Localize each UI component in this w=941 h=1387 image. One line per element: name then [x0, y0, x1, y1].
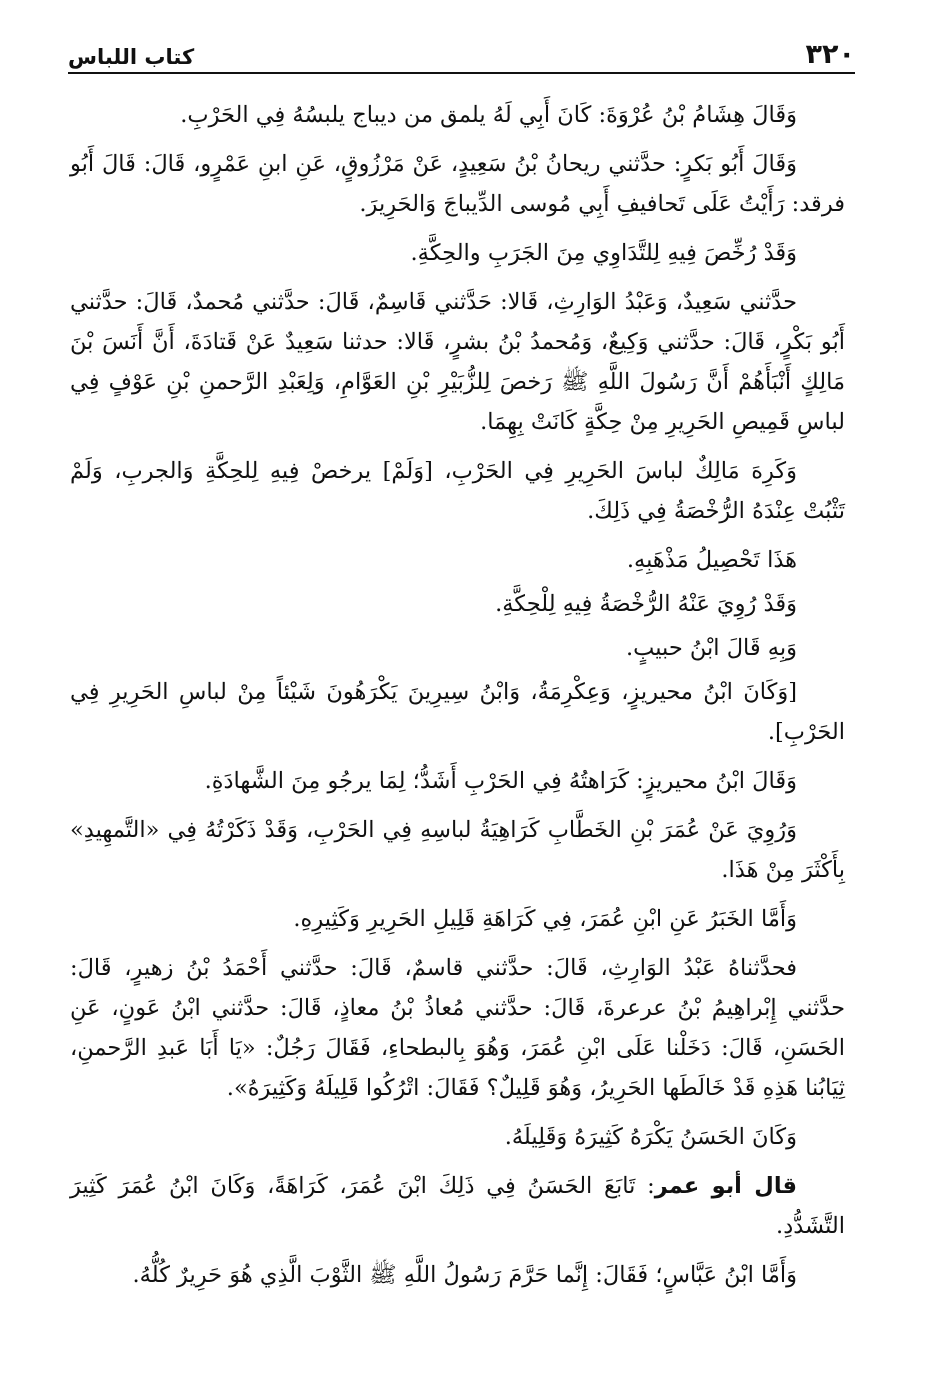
paragraph: وَقَالَ ابْنُ محيريزٍ: كَرَاهتُهُ فِي الحَرْبِ أَشَدُّ؛ لِمَا يرجُو مِنَ الشَّهادَةِ.	[204, 768, 797, 794]
running-header	[68, 28, 855, 74]
paragraph: وَرُوِيَ عَنْ عُمَرَ بْنِ الخَطَّابِ كَرَاهِيَةُ لباسِهِ فِي الحَرْبِ، وَقَدْ ذَكَرْتُهُ فِي «التَّمهِيدِ» بِأَكْثَرَ مِنْ هَذَا.	[70, 817, 845, 883]
body-text	[70, 95, 845, 1304]
paragraph: وَكَانَ الحَسَنُ يَكْرَهُ كَثِيرَهُ وَقَلِيلَهُ.	[504, 1124, 797, 1150]
paragraph: وَكَرِهَ مَالِكٌ لباسَ الحَرِيرِ فِي الحَرْبِ، [وَلَمْ] يرخصْ فِيهِ لِلحِكَّةِ وَالجربِ، وَلَمْ تَثْبُتْ عِنْدَهُ الرُّخْصَةُ فِي ذَلِكَ.	[70, 458, 845, 524]
paragraph: وَقَدْ رُوِيَ عَنْهُ الرُّخْصَةُ فِيهِ لِلْحِكَّةِ.	[495, 591, 797, 617]
paragraph-text: : تَابَعَ الحَسَنُ فِي ذَلِكَ ابْنَ عُمَرَ، كَرَاهَةً، وَكَانَ ابْنُ عُمَرَ كَثِيرَ التَّشَدُّدِ.	[70, 1173, 845, 1239]
paragraph: وَقَالَ أَبُو بَكرٍ: حدَّثني ريحانُ بْنُ سَعِيدٍ، عَنْ مَرْزُوقٍ، عَنِ ابنِ عَمْرٍو، قَالَ: قَالَ أَبُو فرقد: رَأَيْتُ عَلَى تَحافيفِ أَبِي مُوسى الدِّيباجَ وَالحَرِيرَ.	[70, 151, 845, 217]
paragraph: وَقَالَ هِشَامُ بْنُ عُرْوَةَ: كَانَ أَبِي لَهُ يلمق من ديباج يلبسُهُ فِي الحَرْبِ.	[180, 102, 797, 128]
speaker-label: قال أبو عمر	[654, 1173, 797, 1199]
paragraph	[70, 1166, 845, 1246]
paragraph: وَأَمَّا الخَبَرُ عَنِ ابْنِ عُمَرَ، فِي كَرَاهَةِ قَلِيلِ الحَرِيرِ وَكَثِيرِهِ.	[293, 906, 797, 932]
paragraph: [وَكَانَ ابْنُ محيريزٍ، وَعِكْرِمَةُ، وَابْنُ سِيرِينَ يَكْرَهُونَ شَيْئاً مِنْ لباسِ الحَرِيرِ فِي الحَرْبِ].	[70, 679, 845, 745]
paragraph: وَقَدْ رُخِّصَ فِيهِ لِلتَّدَاوِي مِنَ الجَرَبِ والحِكَّةِ.	[410, 240, 797, 266]
paragraph: فحدَّثناهُ عَبْدُ الوَارِثِ، قَالَ: حدَّثني قاسمٌ، قَالَ: حدَّثني أَحْمَدُ بْنُ زهيرٍ، قَالَ: حدَّثني إِبْراهِيمُ بْنُ عرعرةَ، قَالَ: حدَّثني مُعاذُ بْنُ معاذٍ، قَالَ: حدَّثني ابْنُ عَونٍ، عَنِ الحَسَنِ، قَالَ: دَخَلْنا عَلَى ابْنِ عُمَرَ، وَهُوَ بِالبطحاءِ، فَقَالَ رَجُلٌ: «يَا أَبَا عَبدِ الرَّحمنِ، ثِيَابُنا هَذِهِ قَدْ خَالَطَها الحَرِيرُ، وَهُوَ قَلِيلٌ؟ فَقَالَ: اتْرُكُوا قَلِيلَهُ وَكَثِيرَهُ».	[70, 955, 845, 1101]
paragraph: وَبِهِ قَالَ ابْنُ حبيبٍ.	[626, 635, 797, 661]
paragraph: هَذَا تَحْصِيلُ مَذْهَبِهِ.	[626, 547, 797, 573]
paragraph: وَأَمَّا ابْنُ عَبَّاسٍ؛ فَقَالَ: إِنَّما حَرَّمَ رَسُولُ اللَّهِ ﷺ الثَّوْبَ الَّذِي هُوَ حَرِيرٌ كُلُّهُ.	[132, 1262, 797, 1288]
page-number: ٣٢٠	[805, 39, 855, 70]
book-title: كتاب اللباس	[68, 45, 195, 69]
paragraph: حدَّثني سَعِيدٌ، وَعَبْدُ الوَارِثِ، قَالا: حَدَّثني قَاسِمٌ، قَالَ: حدَّثني مُحمدٌ، قَالَ: حدَّثني أَبُو بَكْرٍ، قَالَ: حدَّثني وَكِيعٌ، وَمُحمدُ بْنُ بشرٍ، قَالا: حدثنا سَعِيدٌ عَنْ قَتادَةَ، أَنَّ أَنَسَ بْنَ مَالِكٍ أَنْبَأَهُمْ أَنَّ رَسُولَ اللَّهِ ﷺ رَخصَ لِلزُّبَيْرِ بْنِ العَوَّامِ، وَلِعَبْدِ الرَّحمنِ بْنِ عَوْفٍ فِي لباسِ قَمِيصِ الحَرِيرِ مِنْ حِكَّةٍ كَانَتْ بِهِمَا.	[70, 289, 845, 435]
